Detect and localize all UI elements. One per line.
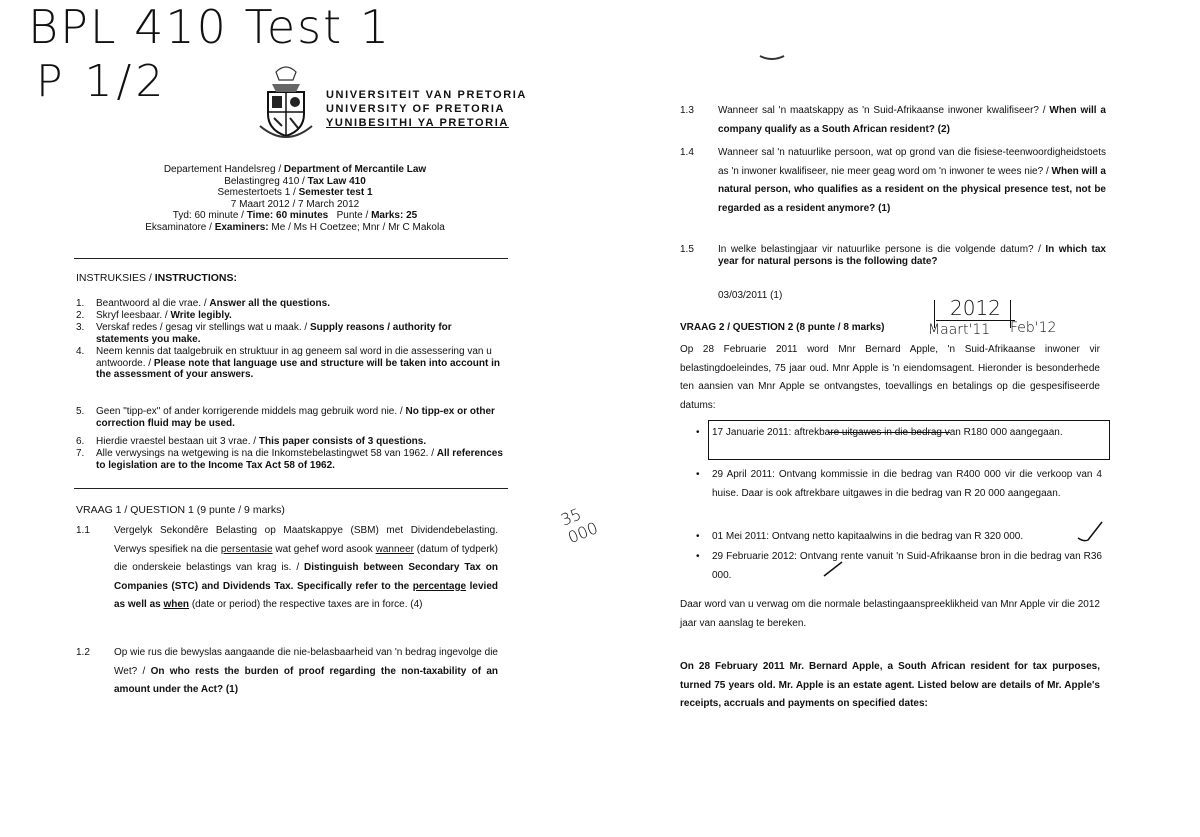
header-rule: [74, 258, 508, 259]
university-name-block: [326, 88, 527, 130]
left-page: BPL 410 Test 1 P 1/2 UNIVERSITEIT VAN PRETORIA UNIVERSITY OF PRETORIA YUNIBESITHI YA PRETORIA Departement Handelsreg / Department of Mercantile Law Belastingreg 410 / Tax Law 410 Semestertoets 1 / Semester test 1 7 Maart 2012 / 7 March 2012 Tyd: 60 minute / Time: 60 minutes Punte / Marks: 25 Eksaminatore / Examiners: Me / Ms H Coetzee; Mnr / Mr C Makola INSTRUKSIES / INSTRUCTIONS: 1. Beantwoord al die vrae. / Answer all the questions. 2. Skryf leesbaar. / Write legibly. 3. Verskaf redes / gesag vir stellings wat u maak. / Supply reasons / authority for statements you make. 4. Neem kennis dat taalgebruik en struktuur in ag geneem sal word in die assessering van u antwoorde. / Please note that language use and structure will be taken into account in the assessment of your answers. 5. Geen "tipp-ex" of ander korrigerende middels mag gebruik word nie. / No tipp-ex or other correction fluid may be used. 6. Hierdie vraestel bestaan uit 3 vrae. / This paper consists of 3 questions. 7. Alle verwysings na wetgewing is na die Inkomstebelastingwet 58 van 1962. / All references to legislation are to the Income Tax Act 58 of 1962. VRAAG 1 / QUESTION 1 (9 punte / 9 marks) 1.1 Vergelyk Sekondêre Belasting op Maatskappye (SBM) met Dividendebelasting. Verwys spesifiek na die persentasie wat gehef word asook wanneer (datum of tydperk) die onderskeie belastings van krag is. / Distinguish between Secondary Tax on Companies (STC) and Dividends Tax. Specifically refer to the percentage levied as well as when (date or period) the respective taxes are in force. (4) 1.2 Op wie rus die bewyslas aangaande die nie-belasbaarheid van 'n bedrag ingevolge die Wet? / On who rests the burden of proof regarding the non-taxability of an amount under the Act? (1) 35 000: [28, 0, 601, 695]
handwritten-to-date: Feb'12: [1010, 320, 1057, 336]
handwritten-box: [708, 420, 1110, 460]
right-page: 1.3 Wanneer sal 'n maatskappy as 'n Suid-Afrikaanse inwoner kwalifiseer? / When will a company qualify as a South African resident? (2) 1.4 Wanneer sal 'n natuurlike persoon, wat op grond van die fisiese-teenwoordigheidstoets as 'n inwoner kwalifiseer, nie meer geag word om 'n inwoner te wees nie? / When will a natural person, who qualifies as a resident on the physical presence test, not be regarded as a resident anymore? (1) 1.5 In welke belastingjaar vir natuurlike persone is die volgende datum? / In which tax year for natural persons is the following date? 03/03/2011 (1) 2012 Maart'11 Feb'12 VRAAG 2 / QUESTION 2 (8 punte / 8 marks) Op 28 Februarie 2011 word Mnr Bernard Apple, 'n Suid-Afrikaanse inwoner vir belastingdoeleindes, 75 jaar oud. Mnr Apple is 'n eiendomsagent. Hieronder is besonderhede ten aansien van Mnr Apple se ontvangstes, toevallings en betalings op die gespesifiseerde datums: • 17 Januarie 2011: aftrekbare uitgawes in die bedrag van R180 000 aangegaan. • 29 April 2011: Ontvang kommissie in die bedrag van R400 000 vir die verkoop van 4 huise. Daar is ook aftrekbare uitgawes in die bedrag van R 20 000 aangegaan. • 01 Mei 2011: Ontvang netto kapitaalwins in die bedrag van R 320 000. • 29 Februarie 2012: Ontvang rente vanuit 'n Suid-Afrikaanse bron in die bedrag van R36 000. Daar word van u verwag om die normale belastingaanspreeklikheid van Mnr Apple vir die 2012 jaar van aanslag te bereken. On 28 February 2011 Mr. Bernard Apple, a South African resident for tax purposes, turned 75 years old. Mr. Apple is an estate agent. Listed below are details of Mr. Apple's receipts, accruals and payments on specified dates:: [600, 0, 1200, 837]
university-crest-icon: [254, 62, 318, 142]
university-name-tn: YUNIBESITHI YA PRETORIA: [326, 117, 509, 129]
question2-intro-af: Op 28 Februarie 2011 word Mnr Bernard Apple, 'n Suid-Afrikaanse inwoner vir belastingdoeleindes, 75 jaar oud. Mnr Apple is 'n eiendomsagent. Hieronder is besonderhede ten aansien van Mnr Apple se ontvangstes, toevallings en betalings op die gespesifiseerde datums:: [680, 344, 1100, 411]
university-name-en: UNIVERSITY OF PRETORIA: [326, 103, 506, 115]
scan-mark-icon: [758, 52, 788, 62]
handwritten-side-amount: 35 000: [558, 504, 601, 548]
question2-task-af: Daar word van u verwag om die normale belastingaanspreeklikheid van Mnr Apple vir die 2012 jaar van aanslag te bereken.: [680, 599, 1100, 629]
question-1-5-date: 03/03/2011 (1): [718, 290, 783, 301]
question2-intro-en: On 28 February 2011 Mr. Bernard Apple, a South African resident for tax purposes, turned 75 years old. Mr. Apple is an estate agent. Listed below are details of Mr. Apple's receipts, accruals and payments on specified dates:: [680, 661, 1100, 709]
handwritten-title: BPL 410 Test 1: [28, 0, 392, 54]
checkmark-icon: [1076, 520, 1104, 544]
exam-header: Departement Handelsreg / Department of Mercantile Law Belastingreg 410 / Tax Law 410 Semestertoets 1 / Semester test 1 7 Maart 2012 / 7 March 2012 Tyd: 60 minute / Time: 60 minutes Punte / Marks: 25 Eksaminatore / Examiners: Me / Ms H Coetzee; Mnr / Mr C Makola: [145, 164, 445, 233]
university-name-af: UNIVERSITEIT VAN PRETORIA: [326, 89, 527, 101]
question2-heading: VRAAG 2 / QUESTION 2 (8 punte / 8 marks): [680, 322, 885, 333]
instructions-heading: INSTRUKSIES / INSTRUCTIONS:: [76, 272, 238, 284]
handwritten-from-date: Maart'11: [928, 322, 991, 338]
handwritten-page-marker: P 1/2: [36, 56, 168, 107]
handwritten-strike: [828, 432, 950, 433]
handwritten-tax-year: 2012: [936, 296, 1015, 321]
instructions-rule: [74, 488, 508, 489]
question1-heading: VRAAG 1 / QUESTION 1 (9 punte / 9 marks): [76, 504, 285, 516]
checkmark-icon: [822, 560, 844, 580]
